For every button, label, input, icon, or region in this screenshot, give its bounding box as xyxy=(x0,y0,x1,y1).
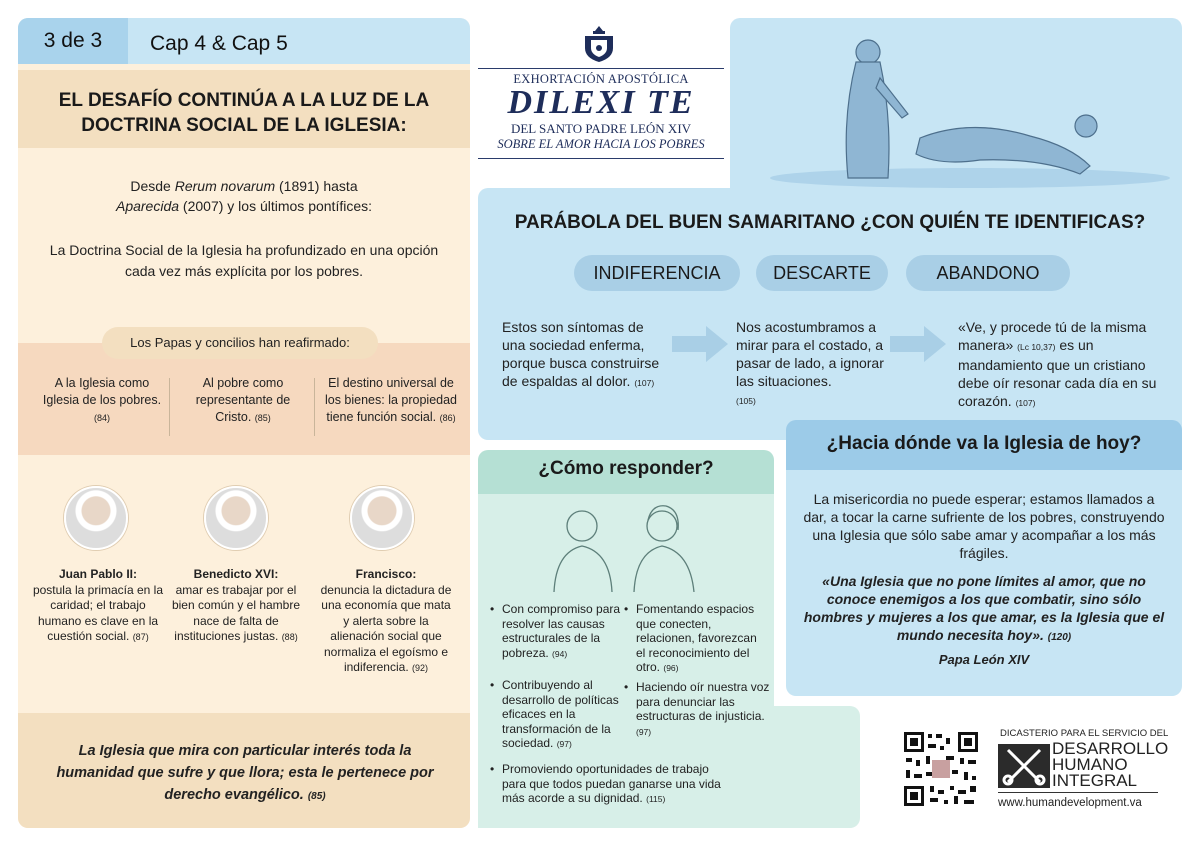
pope-portrait-francisco xyxy=(350,486,414,550)
challenge-title: EL DESAFÍO CONTINÚA A LA LUZ DE LA DOCTRINA SOCIAL DE LA IGLESIA: xyxy=(58,90,430,136)
respond-item: • Contribuyendo al desarrollo de políticas eficaces en la transformación de la sociedad. (97) xyxy=(490,678,619,750)
website-link[interactable]: www.humandevelopment.va xyxy=(998,797,1142,809)
respond-title: ¿Cómo responder? xyxy=(538,458,714,479)
respond-panel-extension xyxy=(774,706,860,828)
papal-crest-icon xyxy=(582,24,616,64)
dicastery-label: DICASTERIO PARA EL SERVICIO DEL xyxy=(1000,728,1169,739)
document-title: DILEXI TE xyxy=(507,84,695,121)
divider xyxy=(314,378,315,436)
samaritan-title: PARÁBOLA DEL BUEN SAMARITANO ¿CON QUIÉN TE IDENTIFICAS? xyxy=(514,212,1146,233)
crossed-keys-icon xyxy=(998,744,1050,788)
people-conversation-icon xyxy=(540,500,710,592)
document-subject: SOBRE EL AMOR HACIA LOS POBRES xyxy=(497,137,705,151)
chapter-label: Cap 4 & Cap 5 xyxy=(150,32,288,55)
church-text: La misericordia no puede esperar; estamos llamados a dar, a tocar la carne sufriente de los pobres, construyendo una Iglesia que sólo sabe amar y acompañar a los más frágiles. xyxy=(803,491,1165,561)
footer-rule xyxy=(998,792,1158,793)
document-author: DEL SANTO PADRE LEÓN XIV xyxy=(510,121,692,136)
document-kind: EXHORTACIÓN APOSTÓLICA xyxy=(513,72,689,86)
pill-indiferencia: INDIFERENCIA xyxy=(574,255,740,291)
arrow-right-icon xyxy=(672,324,728,364)
respond-item: • Promoviendo oportunidades de trabajo para que todos puedan ganarse una vida más acorde a su dignidad. (115) xyxy=(490,762,721,805)
closing-quote: La Iglesia que mira con particular interés toda la humanidad que sufre y que llora; esta le pertenece por derecho evangélico. (85) xyxy=(56,743,434,803)
arrow-right-icon xyxy=(890,324,946,364)
respond-item: • Fomentando espacios que conecten, relacionen, favorezcan el reconocimiento del otro. (96) xyxy=(624,602,757,674)
masthead-rule xyxy=(478,158,724,159)
divider xyxy=(169,378,170,436)
church-quote: «Una Iglesia que no pone límites al amor, que no conoce enemigos a los que combatir, sino sólo hombres y mujeres a los que amar, es la Iglesia que el mundo necesita hoy». (120) xyxy=(803,573,1165,643)
samaritan-scene-icon xyxy=(730,18,1182,190)
reaffirm-point: El destino universal de los bienes: la propiedad tiene función social. (86) xyxy=(324,376,458,424)
pill-abandono: ABANDONO xyxy=(906,255,1070,291)
masthead-rule xyxy=(478,68,724,69)
pope-portrait-juan-pablo xyxy=(64,486,128,550)
church-title: ¿Hacia dónde va la Iglesia de hoy? xyxy=(826,433,1142,454)
church-signature: Papa León XIV xyxy=(938,652,1030,667)
page-badge: 3 de 3 xyxy=(18,18,128,64)
samaritan-text-1: Estos son síntomas de una sociedad enferma, porque busca construirse de espaldas al dolor. (107) xyxy=(502,319,660,389)
reaffirm-label: Los Papas y concilios han reafirmado: xyxy=(102,327,378,359)
intro-body: La Doctrina Social de la Iglesia ha profundizado en una opción cada vez más explícita por los pobres. xyxy=(49,242,439,279)
reaffirm-point: A la Iglesia como Iglesia de los pobres. (84) xyxy=(42,376,162,423)
reaffirm-point: Al pobre como representante de Cristo. (85) xyxy=(195,376,291,424)
samaritan-text-3: «Ve, y procede tú de la misma manera» (Lc 10,37) es un mandamiento que un cristiano debe oír resonar cada día en su corazón. (107) xyxy=(958,319,1157,409)
samaritan-illustration xyxy=(730,18,1182,190)
pope-portrait-benedicto xyxy=(204,486,268,550)
respond-item: • Haciendo oír nuestra voz para denunciar las estructuras de injusticia. (97) xyxy=(624,680,770,737)
samaritan-text-2: Nos acostumbramos a mirar para el costado, a pasar de lado, a ignorar las situaciones. (105) xyxy=(736,319,884,406)
pope-summary-francisco: Francisco: denuncia la dictadura de una economía que mata y alerta sobre la alienación social que normaliza el egoísmo e indiferencia. (92) xyxy=(320,567,452,674)
intro-line: Desde Rerum novarum (1891) hasta Aparecida (2007) y los últimos pontífices: xyxy=(115,178,373,214)
respond-item: • Con compromiso para resolver las causas estructurales de la pobreza. (94) xyxy=(490,602,621,660)
pope-summary-benedicto: Benedicto XVI: amar es trabajar por el bien común y el hambre nace de falta de instituciones justas. (88) xyxy=(171,567,301,643)
pope-summary-juan-pablo: Juan Pablo II: postula la primacía en la caridad; el trabajo humano es clave en la cuestión social. (87) xyxy=(32,567,164,643)
pill-descarte: DESCARTE xyxy=(756,255,888,291)
qr-code[interactable] xyxy=(902,730,980,808)
dicastery-name: DESARROLLO HUMANO INTEGRAL xyxy=(1052,739,1169,790)
